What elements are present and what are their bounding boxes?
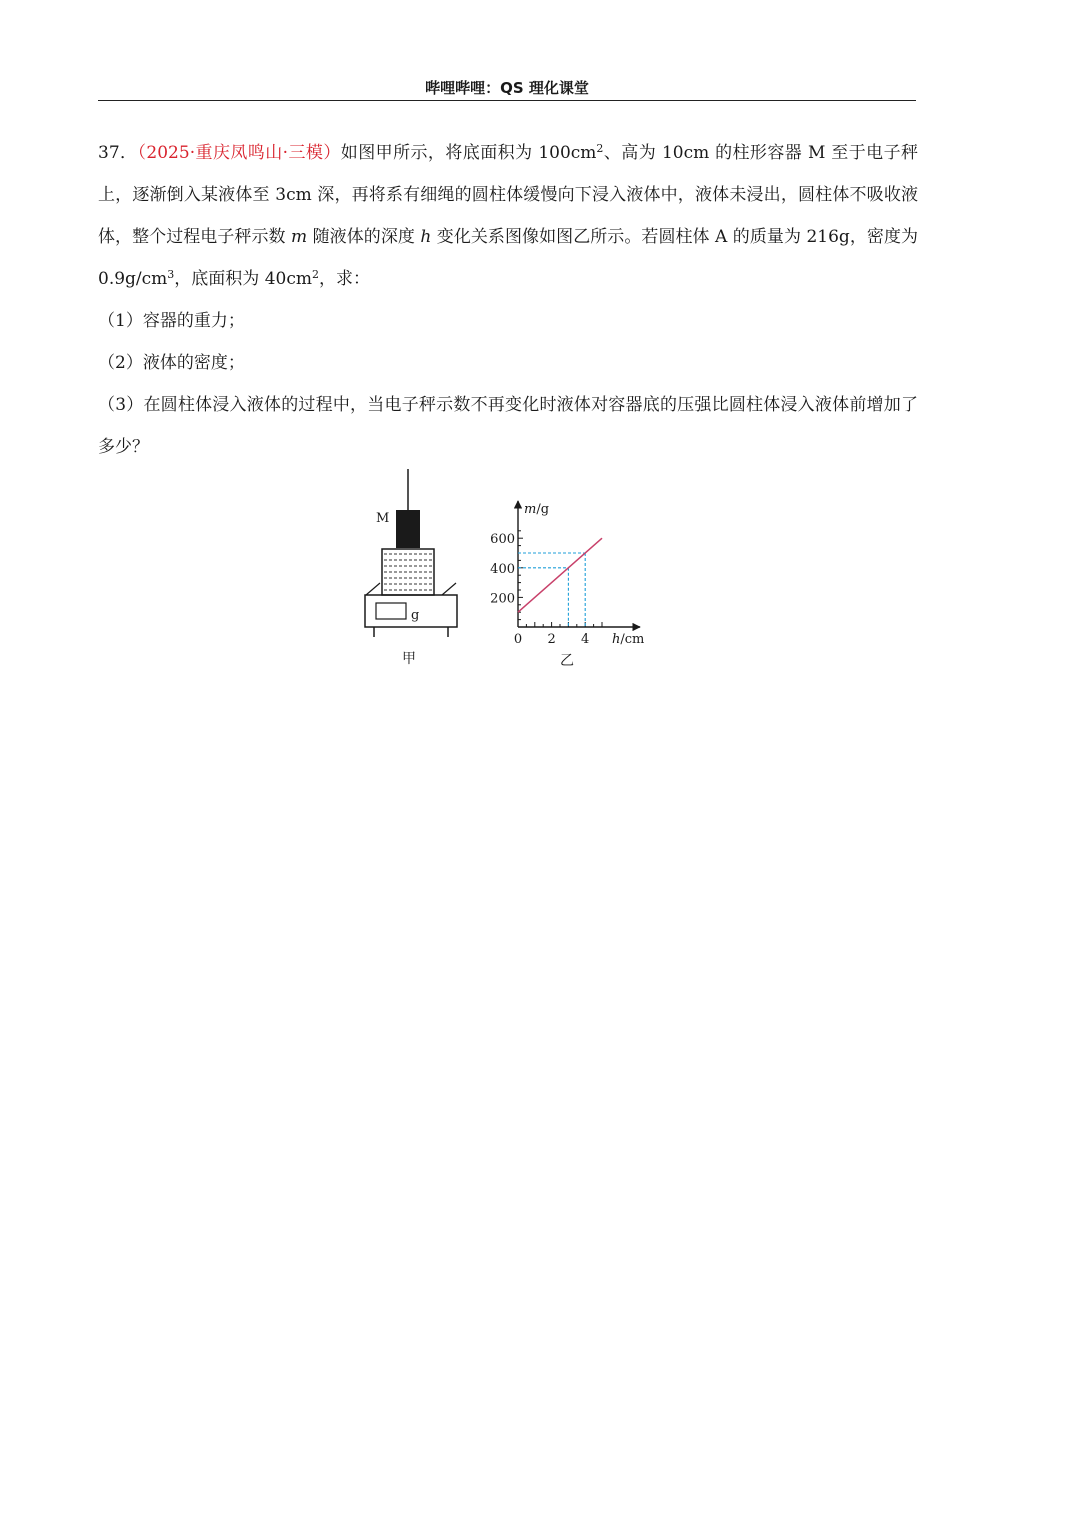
support-left [366, 583, 380, 595]
header-divider [98, 100, 916, 101]
y-axis-var: m [524, 502, 537, 517]
question-2: （2）液体的密度； [98, 353, 245, 373]
problem-source: （2025·重庆凤鸣山·三模） [137, 143, 341, 163]
caption-jia: 甲 [402, 651, 416, 667]
problem-statement [98, 132, 918, 300]
y-tick-label-600: 600 [490, 532, 515, 548]
cylinder-a [396, 510, 420, 548]
question-1: （1）容器的重力； [98, 311, 245, 331]
y-axis-unit: /g [536, 502, 550, 517]
x-tick-label-0: 0 [513, 632, 523, 647]
y-axis-label [524, 502, 549, 517]
label-m: M [376, 511, 390, 526]
statement-part-1: 如图甲所示，将底面积为 100cm [340, 143, 597, 163]
figure-yi-chart [472, 465, 662, 675]
problem-body [98, 132, 918, 468]
liquid-dashes [384, 554, 432, 590]
statement-part-3: 随液体的深度 [307, 227, 421, 247]
caption-yi: 乙 [560, 653, 574, 669]
statement-part-2: 、高为 10cm 的柱形容器 M 至于电子秤上，逐渐倒入某液体至 3cm 深，再将系有细绳的圆柱体缓慢向下浸入液体中，液体未浸出，圆柱体不吸收液体，整个过程电子秤示数 [98, 143, 918, 247]
label-g: g [411, 608, 420, 623]
variable-h: h [420, 227, 432, 247]
scale-display [376, 603, 406, 619]
superscript-2b: 2 [311, 268, 319, 281]
page-header: 哔哩哔哩：QS 理化课堂 [425, 79, 589, 97]
figure-jia-apparatus [360, 465, 470, 675]
statement-part-6: ，求： [318, 269, 370, 289]
superscript-2a: 2 [596, 142, 604, 155]
x-tick-label-2: 2 [547, 632, 556, 647]
statement-part-4: 变化关系图像如图乙所示。若圆柱体 A 的质量为 216g，密度为 0.9g/cm [98, 227, 918, 289]
x-axis-unit: /cm [620, 632, 645, 647]
superscript-3: 3 [167, 268, 175, 281]
statement-part-5: ，底面积为 40cm [174, 269, 312, 289]
x-axis-label [612, 632, 644, 647]
series-line-m-h [518, 538, 602, 612]
y-tick-label-200: 200 [490, 591, 515, 607]
variable-m: m [291, 227, 308, 247]
x-tick-label-4: 4 [581, 632, 590, 647]
support-right [442, 583, 456, 595]
problem-number: 37． [98, 143, 138, 163]
x-axis-var: h [612, 632, 621, 647]
y-tick-label-400: 400 [490, 561, 515, 577]
question-3: （3）在圆柱体浸入液体的过程中，当电子秤示数不再变化时液体对容器底的压强比圆柱体浸入液体前增加了多少？ [98, 395, 918, 457]
chart-marks [490, 531, 602, 647]
figures [360, 465, 660, 675]
